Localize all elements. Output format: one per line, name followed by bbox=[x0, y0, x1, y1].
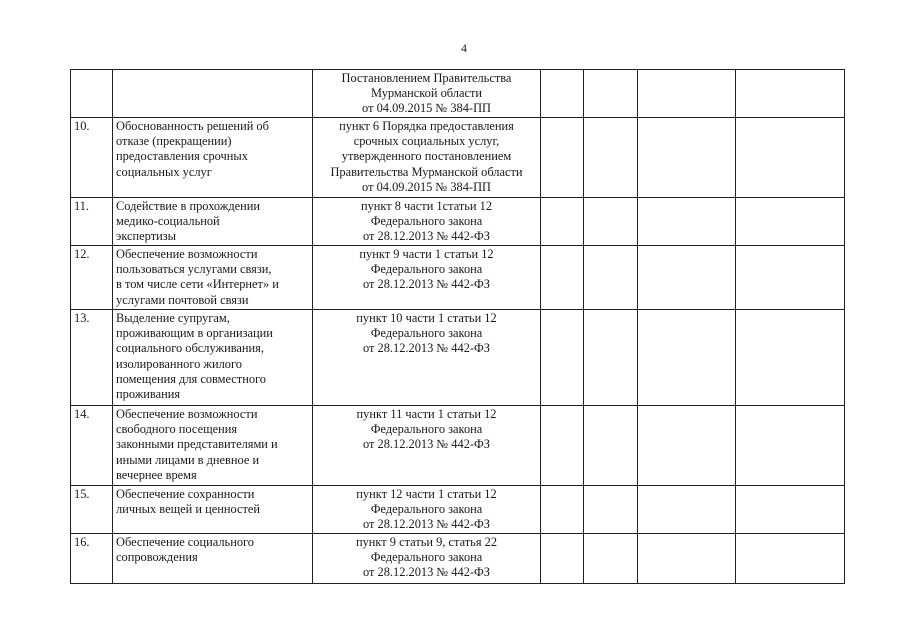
empty-cell bbox=[541, 406, 584, 486]
empty-cell bbox=[584, 198, 638, 246]
empty-cell bbox=[736, 118, 845, 198]
service-name-cell bbox=[113, 310, 313, 406]
empty-cell bbox=[736, 534, 845, 584]
legal-basis-line: утвержденного постановлением bbox=[341, 149, 512, 164]
service-name-line: социальных услуг bbox=[116, 164, 212, 179]
row-number: 11. bbox=[71, 198, 113, 246]
empty-cell bbox=[541, 198, 584, 246]
legal-basis-line: от 28.12.2013 № 442-ФЗ bbox=[362, 517, 491, 532]
service-name-line: медико-социальной bbox=[116, 214, 220, 229]
legal-basis-line: пункт 11 части 1 статьи 12 bbox=[356, 407, 497, 421]
empty-cell bbox=[584, 70, 638, 118]
legal-basis-cell bbox=[313, 406, 541, 486]
legal-basis-line: срочных социальных услуг, bbox=[353, 134, 500, 149]
service-name-line: помещения для совместного bbox=[116, 371, 267, 386]
service-name-cell bbox=[113, 118, 313, 198]
row-number: 14. bbox=[71, 406, 113, 486]
empty-cell bbox=[541, 486, 584, 534]
empty-cell bbox=[638, 70, 736, 118]
empty-cell bbox=[541, 246, 584, 310]
empty-cell bbox=[638, 486, 736, 534]
service-name-cell bbox=[113, 486, 313, 534]
empty-cell bbox=[638, 198, 736, 246]
service-name-cell bbox=[113, 534, 313, 584]
empty-cell bbox=[736, 406, 845, 486]
empty-cell bbox=[584, 534, 638, 584]
legal-basis-line: Постановлением Правительства bbox=[341, 71, 512, 85]
service-name-line: законными представителями и bbox=[116, 437, 278, 452]
empty-cell bbox=[584, 118, 638, 198]
service-name-line: услугами почтовой связи bbox=[116, 292, 249, 307]
legal-basis-cell bbox=[313, 246, 541, 310]
legal-basis-cell bbox=[313, 534, 541, 584]
legal-basis-line: от 04.09.2015 № 384-ПП bbox=[362, 101, 491, 116]
service-name-line: проживания bbox=[116, 387, 181, 402]
service-name-cell bbox=[113, 70, 313, 118]
empty-cell bbox=[584, 310, 638, 406]
empty-cell bbox=[584, 486, 638, 534]
service-name-line: в том числе сети «Интернет» и bbox=[116, 277, 279, 292]
legal-basis-cell bbox=[313, 198, 541, 246]
legal-basis-line: Федерального закона bbox=[370, 502, 483, 517]
service-name-line: свободного посещения bbox=[116, 422, 238, 437]
empty-cell bbox=[638, 246, 736, 310]
service-name-line: изолированного жилого bbox=[116, 356, 242, 371]
empty-cell bbox=[736, 70, 845, 118]
legal-basis-cell bbox=[313, 118, 541, 198]
legal-basis-line: Федерального закона bbox=[370, 214, 483, 229]
table-body bbox=[71, 70, 845, 584]
table-row bbox=[71, 406, 845, 486]
empty-cell bbox=[541, 534, 584, 584]
row-number: 15. bbox=[71, 486, 113, 534]
empty-cell bbox=[736, 246, 845, 310]
legal-basis-line: Правительства Мурманской области bbox=[330, 164, 523, 179]
service-name-line: Обеспечение возможности bbox=[116, 247, 258, 261]
table-row bbox=[71, 198, 845, 246]
service-name-line: пользоваться услугами связи, bbox=[116, 262, 272, 277]
legal-basis-cell bbox=[313, 310, 541, 406]
legal-basis-line: от 28.12.2013 № 442-ФЗ bbox=[362, 565, 491, 580]
empty-cell bbox=[541, 70, 584, 118]
empty-cell bbox=[736, 486, 845, 534]
empty-cell bbox=[638, 310, 736, 406]
legal-basis-line: Федерального закона bbox=[370, 326, 483, 341]
service-name-line: экспертизы bbox=[116, 229, 176, 244]
service-name-line: личных вещей и ценностей bbox=[116, 502, 261, 517]
table-row bbox=[71, 486, 845, 534]
legal-basis-line: от 04.09.2015 № 384-ПП bbox=[362, 179, 491, 194]
legal-basis-line: пункт 10 части 1 статьи 12 bbox=[356, 311, 497, 325]
legal-basis-line: пункт 9 статьи 9, статья 22 bbox=[355, 535, 498, 549]
service-name-cell bbox=[113, 406, 313, 486]
page-number: 4 bbox=[461, 41, 467, 55]
legal-basis-line: Мурманской области bbox=[370, 86, 483, 101]
legal-basis-line: пункт 8 части 1статьи 12 bbox=[360, 199, 493, 213]
legal-basis-line: от 28.12.2013 № 442-ФЗ bbox=[362, 277, 491, 292]
legal-basis-line: от 28.12.2013 № 442-ФЗ bbox=[362, 229, 491, 244]
empty-cell bbox=[638, 118, 736, 198]
service-name-line: иными лицами в дневное и bbox=[116, 452, 260, 467]
legal-basis-cell bbox=[313, 486, 541, 534]
empty-cell bbox=[736, 310, 845, 406]
empty-cell bbox=[736, 198, 845, 246]
service-name-line: социального обслуживания, bbox=[116, 341, 264, 356]
service-name-line: Выделение супругам, bbox=[116, 311, 230, 325]
row-number: 16. bbox=[71, 534, 113, 584]
empty-cell bbox=[584, 406, 638, 486]
empty-cell bbox=[638, 534, 736, 584]
table-row bbox=[71, 534, 845, 584]
legal-basis-line: от 28.12.2013 № 442-ФЗ bbox=[362, 437, 491, 452]
table-row bbox=[71, 246, 845, 310]
row-number: 12. bbox=[71, 246, 113, 310]
legal-basis-line: Федерального закона bbox=[370, 422, 483, 437]
legal-basis-line: пункт 6 Порядка предоставления bbox=[339, 119, 514, 133]
empty-cell bbox=[584, 246, 638, 310]
service-name-line: отказе (прекращении) bbox=[116, 134, 232, 149]
service-name-line: проживающим в организации bbox=[116, 326, 273, 341]
legal-basis-line: от 28.12.2013 № 442-ФЗ bbox=[362, 341, 491, 356]
service-name-cell bbox=[113, 198, 313, 246]
service-name-line: сопровождения bbox=[116, 550, 198, 565]
legal-basis-line: пункт 9 части 1 статьи 12 bbox=[359, 247, 494, 261]
legal-basis-cell bbox=[313, 70, 541, 118]
service-name-line: Обеспечение сохранности bbox=[116, 487, 255, 501]
compliance-table bbox=[70, 69, 845, 584]
legal-basis-line: пункт 12 части 1 статьи 12 bbox=[356, 487, 497, 501]
table-row bbox=[71, 310, 845, 406]
row-number: 13. bbox=[71, 310, 113, 406]
empty-cell bbox=[541, 118, 584, 198]
service-name-line: Обоснованность решений об bbox=[116, 119, 269, 133]
service-name-line: вечернее время bbox=[116, 467, 197, 482]
empty-cell bbox=[541, 310, 584, 406]
legal-basis-line: Федерального закона bbox=[370, 262, 483, 277]
row-number: 10. bbox=[71, 118, 113, 198]
service-name-cell bbox=[113, 246, 313, 310]
empty-cell bbox=[638, 406, 736, 486]
service-name-line: Обеспечение социального bbox=[116, 535, 255, 549]
service-name-line: Обеспечение возможности bbox=[116, 407, 258, 421]
legal-basis-line: Федерального закона bbox=[370, 550, 483, 565]
service-name-line: предоставления срочных bbox=[116, 149, 248, 164]
row-number bbox=[71, 70, 113, 118]
table-row bbox=[71, 70, 845, 118]
service-name-line: Содействие в прохождении bbox=[116, 199, 261, 213]
table-row bbox=[71, 118, 845, 198]
